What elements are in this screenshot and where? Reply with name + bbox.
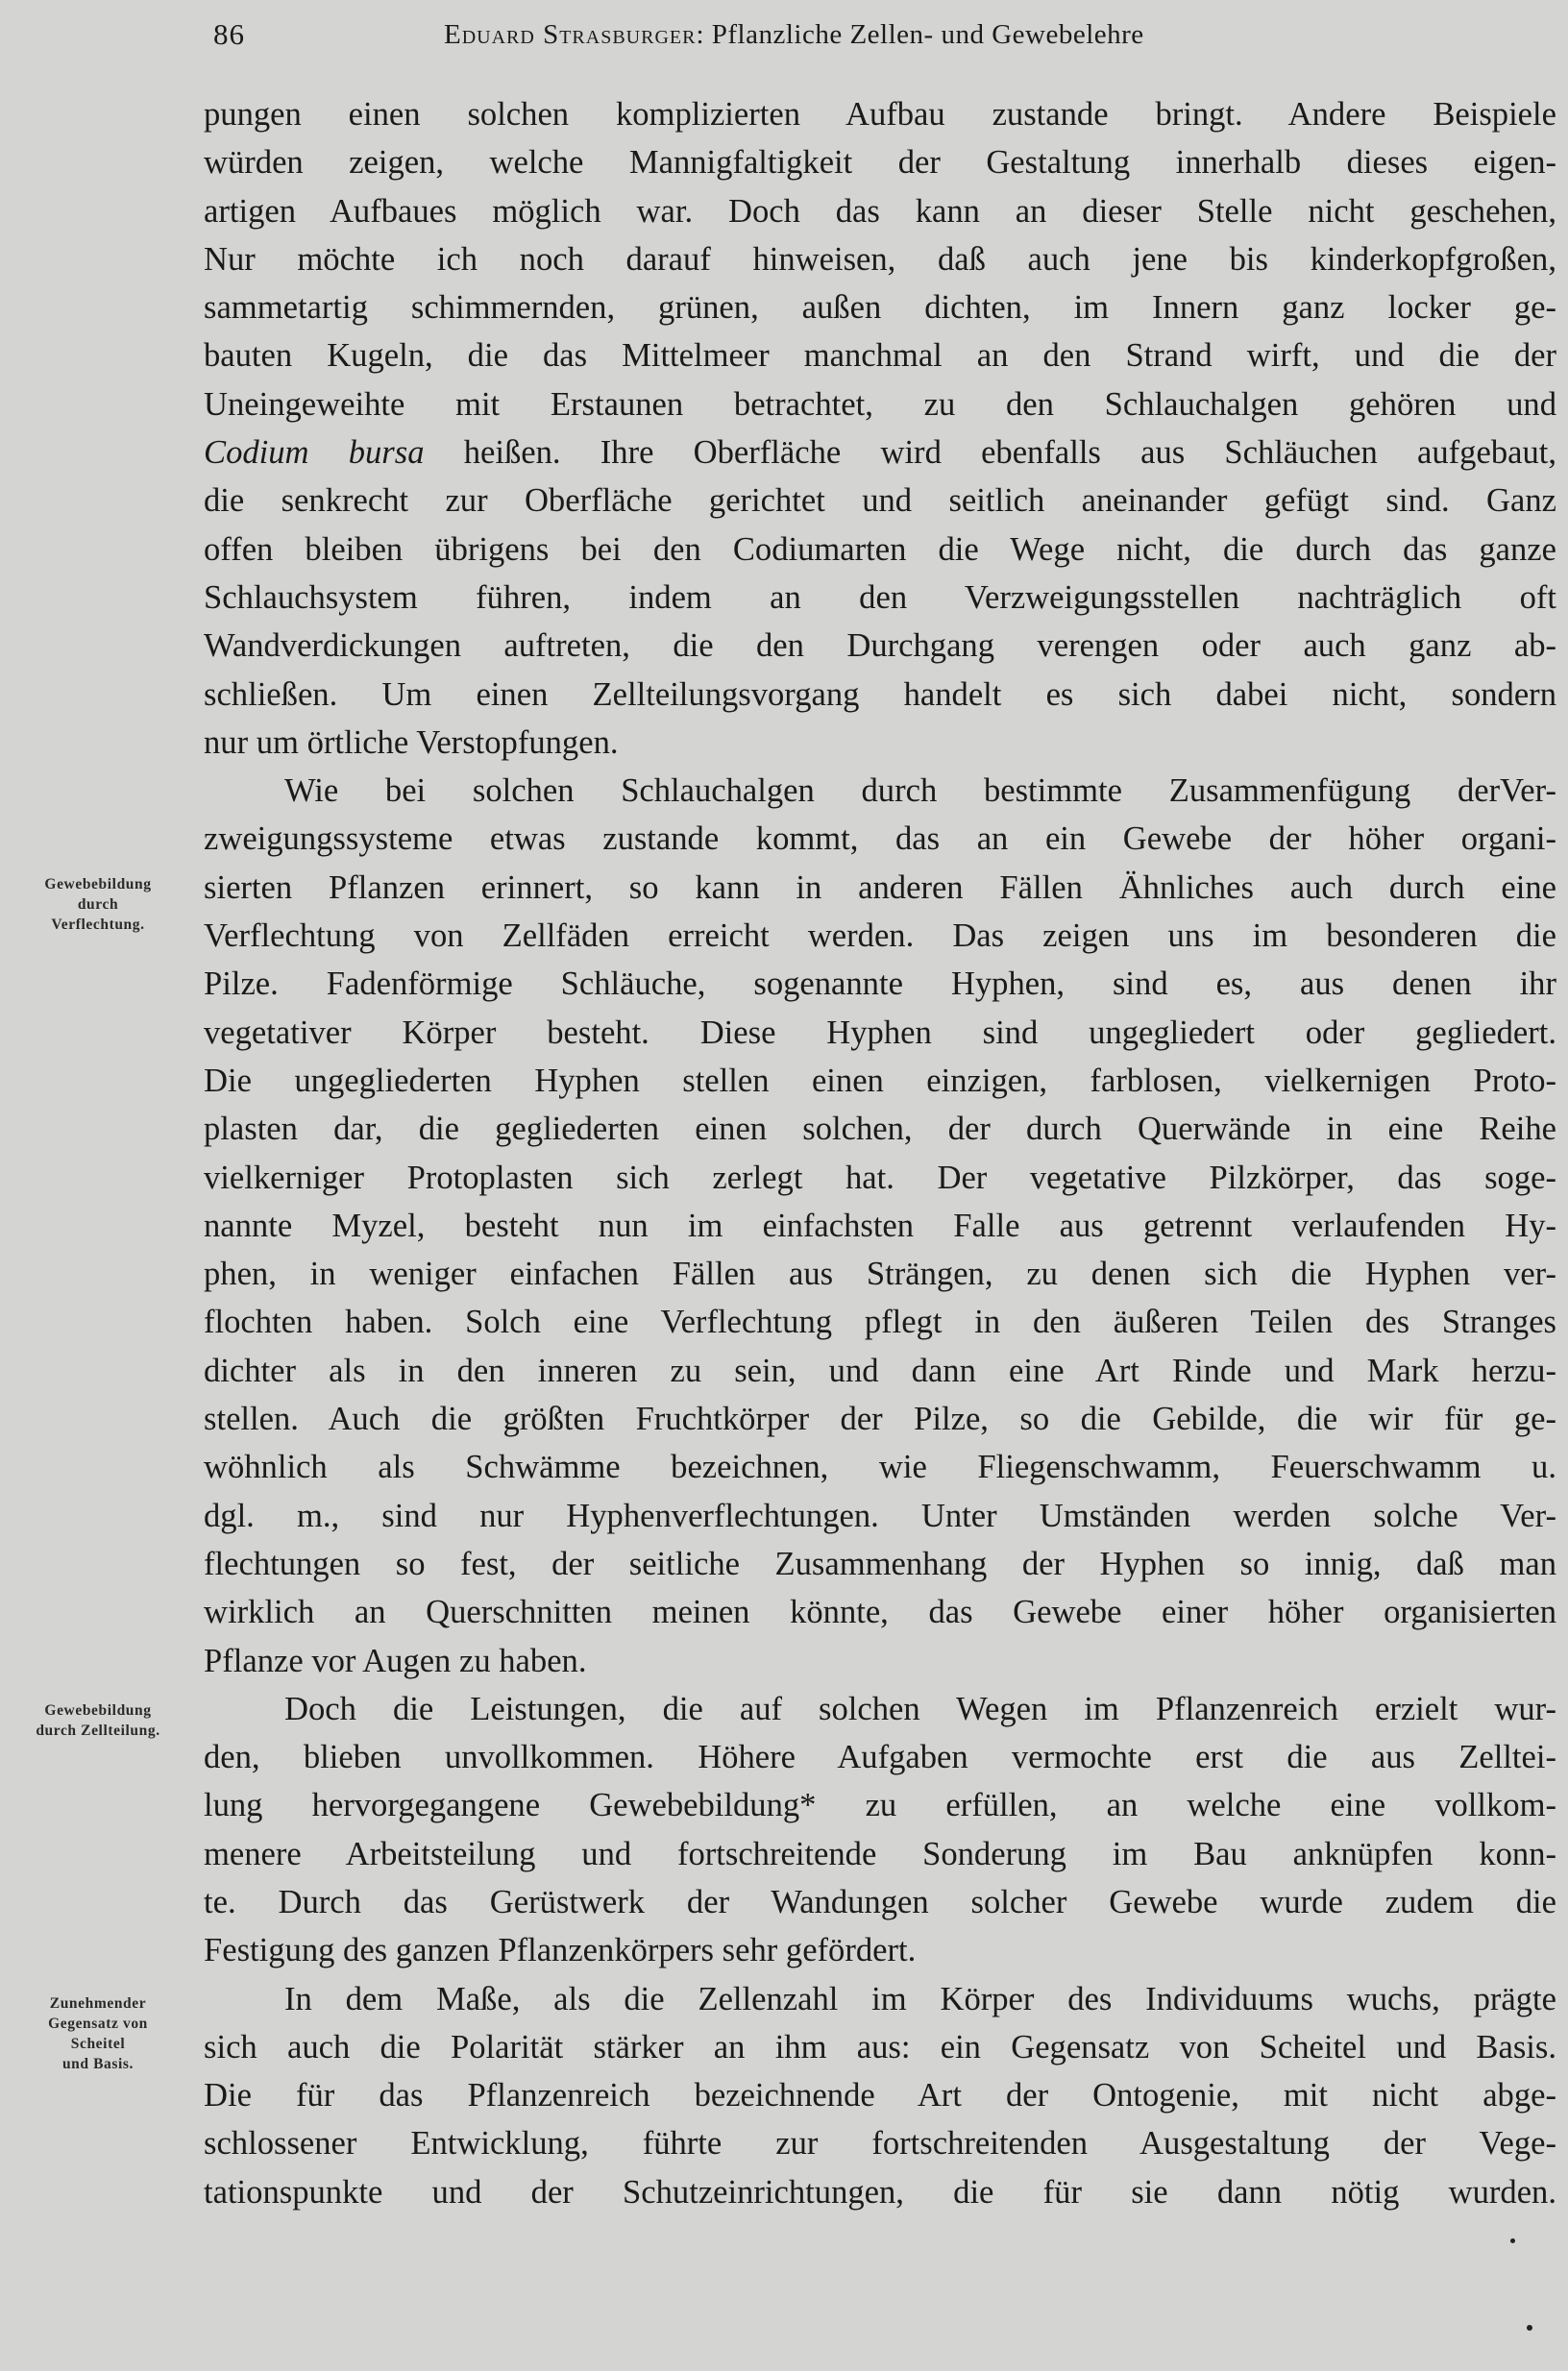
text-line: flechtungen so fest, der seitliche Zusammenhang der Hyphen so innig, daß man (204, 1545, 1556, 1582)
margin-note-line: Gegensatz von (48, 2016, 148, 2032)
text-line: die senkrecht zur Oberfläche gerichtet und seitlich aneinander gefügt sind. Ganz (204, 482, 1556, 520)
margin-note-line: durch Zellteilung. (36, 1723, 160, 1739)
text-line: dichter als in den inneren zu sein, und dann eine Art Rinde und Mark herzu- (204, 1352, 1556, 1389)
book-title: Pflanzliche Zellen- und Gewebelehre (711, 19, 1144, 50)
species-name: Codium bursa (204, 434, 425, 472)
text-line: plasten dar, die gegliederten einen solchen, der durch Querwände in eine Reihe (204, 1111, 1556, 1148)
text-line: würden zeigen, welche Mannigfaltigkeit der Gestaltung innerhalb dieses eigen- (204, 144, 1556, 182)
text-line: offen bleiben übrigens bei den Codiumarten die Wege nicht, die durch das ganze (204, 530, 1556, 568)
text-line: den, blieben unvollkommen. Höhere Aufgaben vermochte erst die aus Zelltei- (204, 1739, 1556, 1776)
paper-speck (1527, 2325, 1532, 2331)
text-line: Festigung des ganzen Pflanzenkörpers sehr gefördert. (204, 1932, 917, 1969)
running-title: Eduard Strasburger: Pflanzliche Zellen- und Gewebelehre (444, 19, 1144, 50)
margin-note-line: Verflechtung. (51, 917, 145, 933)
running-header (213, 17, 1549, 63)
margin-note-line: und Basis. (61, 2056, 135, 2072)
text-line: Pilze. Fadenförmige Schläuche, sogenannte Hyphen, sind es, aus denen ihr (204, 966, 1556, 1003)
text-line: stellen. Auch die größten Fruchtkörper der Pilze, so die Gebilde, die wir für ge- (204, 1401, 1556, 1438)
text-line: Verflechtung von Zellfäden erreicht werden. Das zeigen uns im besonderen die (204, 917, 1556, 955)
margin-note-line: Gewebebildung (44, 1702, 152, 1719)
text-line (204, 428, 1556, 477)
text-line: Wie bei solchen Schlauchalgen durch bestimmte Zusammenfügung derVer- (284, 772, 1556, 810)
margin-note-polaritaet (4, 1993, 192, 2074)
margin-note-line: Zunehmender (49, 1995, 147, 2012)
margin-note-line: durch (77, 896, 119, 913)
author-name: Eduard Strasburger (444, 19, 697, 50)
page-number: 86 (213, 17, 245, 51)
text-line: flochten haben. Solch eine Verflechtung pflegt in den äußeren Teilen des Stranges (204, 1304, 1556, 1341)
paper-speck (1510, 2238, 1515, 2243)
text-line: artigen Aufbaues möglich war. Doch das kann an dieser Stelle nicht geschehen, (204, 192, 1556, 230)
margin-note-line: Scheitel (70, 2036, 126, 2052)
text-line: sierten Pflanzen erinnert, so kann in anderen Fällen Ähnliches auch durch eine (204, 868, 1556, 906)
text-line: Wandverdickungen auftreten, die den Durchgang verengen oder auch ganz ab- (204, 627, 1556, 665)
text-line: menere Arbeitsteilung und fortschreitende Sonderung im Bau anknüpfen konn- (204, 1835, 1556, 1872)
text-line: schließen. Um einen Zellteilungsvorgang handelt es sich dabei nicht, sondern (204, 675, 1556, 713)
text-line: wirklich an Querschnitten meinen könnte, das Gewebe einer höher organisierten (204, 1594, 1556, 1631)
text-line: In dem Maße, als die Zellenzahl im Körper des Individuums wuchs, prägte (284, 1980, 1556, 2017)
text-line: Die für das Pflanzenreich bezeichnende Art der Ontogenie, mit nicht abge- (204, 2077, 1556, 2114)
text-line: vielkerniger Protoplasten sich zerlegt hat. Der vegetative Pilzkörper, das soge- (204, 1159, 1556, 1196)
text-line: dgl. m., sind nur Hyphenverflechtungen. Unter Umständen werden solche Ver- (204, 1497, 1556, 1534)
text-line: bauten Kugeln, die das Mittelmeer manchmal an den Strand wirft, und die der (204, 337, 1556, 375)
text-line-rest: heißen. Ihre Oberfläche wird ebenfalls aus Schläuchen aufgebaut, (463, 434, 1556, 472)
text-line: schlossener Entwicklung, führte zur fortschreitenden Ausgestaltung der Vege- (204, 2125, 1556, 2163)
margin-note-zellteilung (4, 1700, 192, 1741)
text-line: lung hervorgegangene Gewebebildung* zu erfüllen, an welche eine vollkom- (204, 1787, 1556, 1824)
text-line: zweigungssysteme etwas zustande kommt, das an ein Gewebe der höher organi- (204, 820, 1556, 858)
text-line: Nur möchte ich noch darauf hinweisen, daß auch jene bis kinderkopfgroßen, (204, 240, 1556, 278)
text-line: te. Durch das Gerüstwerk der Wandungen solcher Gewebe wurde zudem die (204, 1883, 1556, 1920)
text-line: wöhnlich als Schwämme bezeichnen, wie Fliegenschwamm, Feuerschwamm u. (204, 1449, 1556, 1486)
text-line: Doch die Leistungen, die auf solchen Wegen im Pflanzenreich erzielt wur- (284, 1690, 1556, 1727)
margin-note-line: Gewebebildung (44, 876, 152, 892)
text-line: Die ungegliederten Hyphen stellen einen einzigen, farblosen, vielkernigen Proto- (204, 1062, 1556, 1099)
text-line: nur um örtliche Verstopfungen. (204, 723, 619, 761)
margin-note-verflechtung (4, 874, 192, 935)
text-line: phen, in weniger einfachen Fällen aus Strängen, zu denen sich die Hyphen ver- (204, 1256, 1556, 1293)
text-line: nannte Myzel, besteht nun im einfachsten Falle aus getrennt verlaufenden Hy- (204, 1207, 1556, 1244)
text-line: sammetartig schimmernden, grünen, außen dichten, im Innern ganz locker ge- (204, 289, 1556, 327)
text-line: Uneingeweihte mit Erstaunen betrachtet, zu den Schlauchalgen gehören und (204, 385, 1556, 423)
text-line: pungen einen solchen komplizierten Aufbau zustande bringt. Andere Beispiele (204, 96, 1556, 133)
body-text (204, 90, 1556, 2216)
text-line: vegetativer Körper besteht. Diese Hyphen sind ungegliedert oder gegliedert. (204, 1014, 1556, 1051)
text-line: Pflanze vor Augen zu haben. (204, 1642, 587, 1679)
text-line: Schlauchsystem führen, indem an den Verzweigungsstellen nachträglich oft (204, 578, 1556, 616)
text-line: sich auch die Polarität stärker an ihm aus: ein Gegensatz von Scheitel und Basis. (204, 2028, 1556, 2065)
text-line: tationspunkte und der Schutzeinrichtungen, die für sie dann nötig wurden. (204, 2173, 1556, 2211)
